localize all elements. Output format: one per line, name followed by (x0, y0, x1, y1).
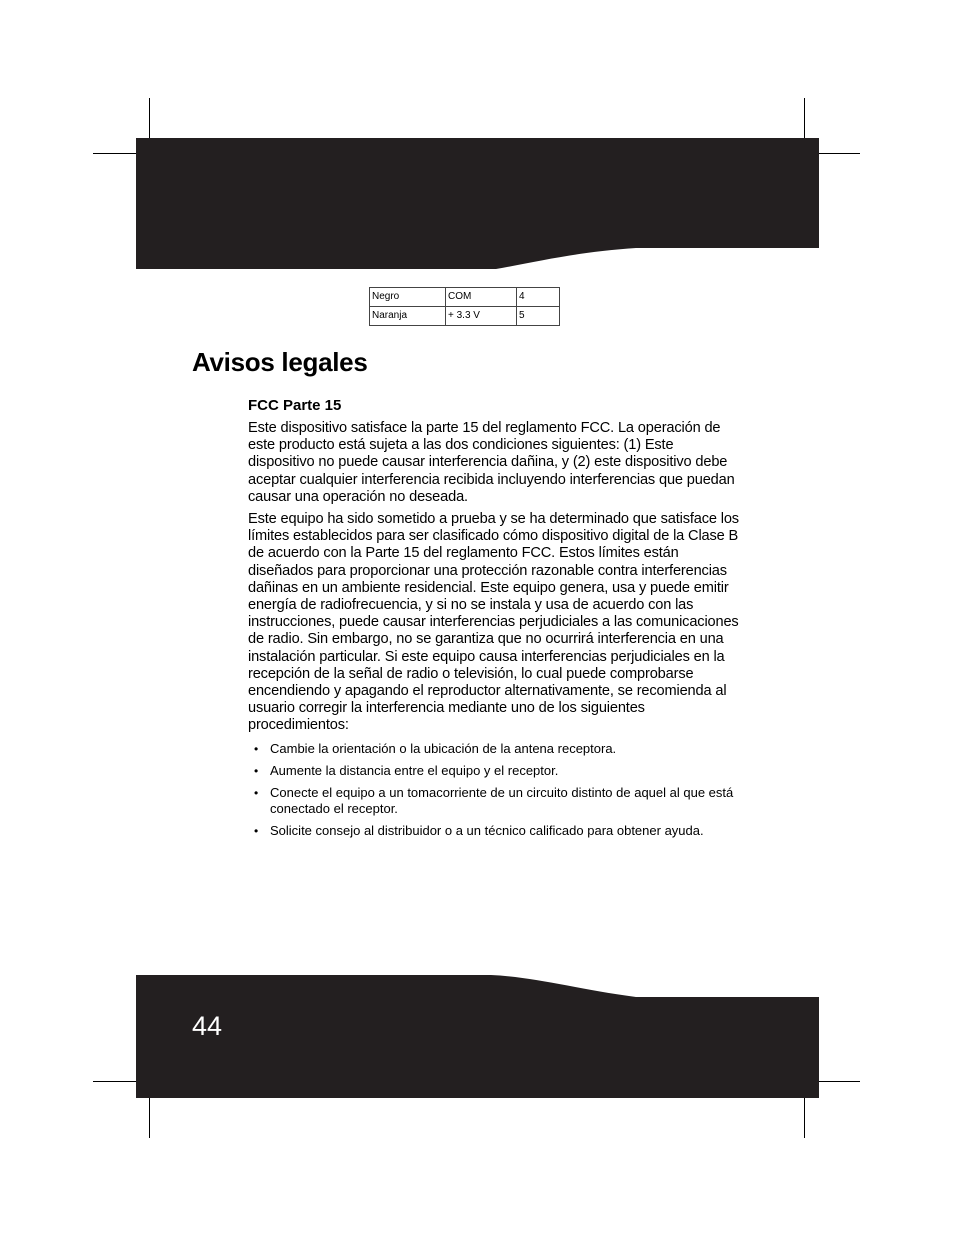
bullet-list (248, 741, 740, 839)
paragraph: Este equipo ha sido sometido a prueba y se ha determinado que satisface los límites establecidos para ser clasificado cómo dispositivo digital de la Clase B de acuerdo con la Parte 15 del reglamento FCC. Estos límites están diseñados para proporcionar una protección razonable contra interferencias dañinas en un ambiente residencial. Este equipo genera, usa y puede emitir energía de radiofrecuencia, y si no se instala y usa de acuerdo con las instrucciones, puede causar interferencias perjudiciales a las comunicaciones de radio. Sin embargo, no se garantiza que no ocurrirá interferencia en una instalación particular. Si este equipo causa interferencias perjudiciales en la recepción de la señal de radio o televisión, lo cual puede comprobarse encendiendo y apagando el reproductor alternativamente, se recomienda al usuario corregir la interferencia mediante uno de los siguientes procedimientos: (248, 511, 739, 734)
crop-mark (149, 1097, 150, 1138)
list-item: • Aumente la distancia entre el equipo y el receptor. (248, 763, 740, 779)
crop-mark (149, 98, 150, 140)
table-cell: 5 (517, 307, 560, 326)
section-content (248, 396, 740, 845)
pin-table (369, 287, 560, 326)
table-cell: Naranja (370, 307, 446, 326)
crop-mark (818, 1081, 860, 1082)
table-cell: Negro (370, 288, 446, 307)
page-title: Avisos legales (192, 347, 368, 377)
list-item: • Conecte el equipo a un tomacorriente de un circuito distinto de aquel al que está conectado el receptor. (248, 785, 740, 817)
header-band (136, 138, 819, 269)
table-row (370, 307, 560, 326)
crop-mark (818, 153, 860, 154)
paragraph: Este dispositivo satisface la parte 15 del reglamento FCC. La operación de este producto está sujeta a las dos condiciones siguientes: (1) Este dispositivo no puede causar interferencia dañina, y (2) este dispositivo debe aceptar cualquier interferencia recibida incluyendo interferencias que puedan causar una operación no deseada. (248, 420, 735, 505)
page-number: 44 (192, 1011, 223, 1041)
crop-mark (804, 98, 805, 140)
crop-mark (93, 1081, 137, 1082)
crop-mark (804, 1097, 805, 1138)
section-heading: FCC Parte 15 (248, 397, 342, 414)
crop-mark (93, 153, 137, 154)
table-cell: 4 (517, 288, 560, 307)
list-item: • Cambie la orientación o la ubicación de la antena receptora. (248, 741, 740, 757)
table-row (370, 288, 560, 307)
footer-band (136, 975, 819, 1098)
list-item: • Solicite consejo al distribuidor o a un técnico calificado para obtener ayuda. (248, 823, 740, 839)
table-cell: + 3.3 V (446, 307, 517, 326)
table-cell: COM (446, 288, 517, 307)
